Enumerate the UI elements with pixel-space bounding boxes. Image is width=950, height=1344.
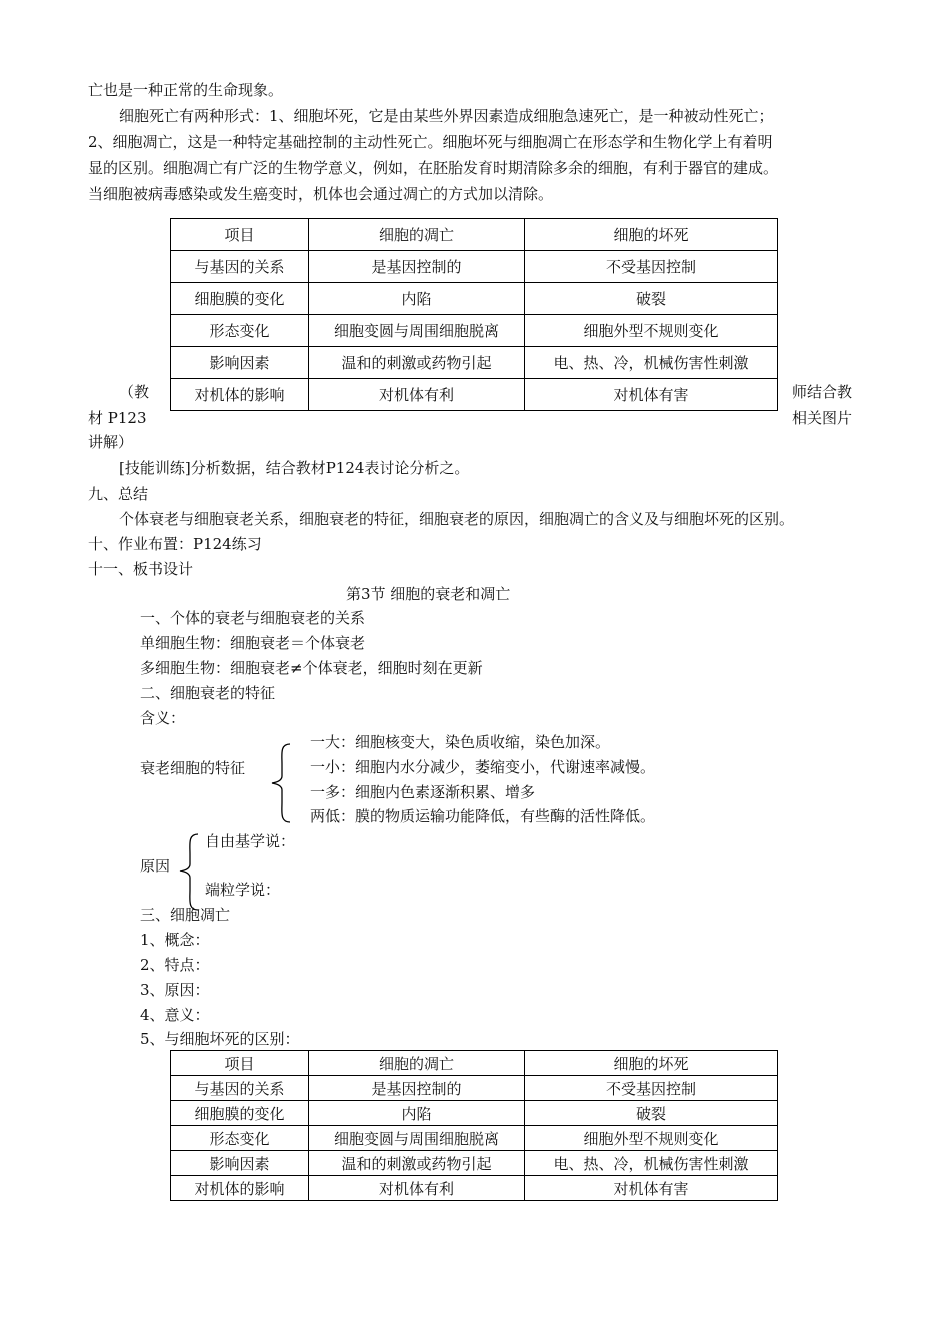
features-label: 衰老细胞的特征 — [140, 759, 246, 777]
table-cell: 温和的刺激或药物引起 — [309, 1151, 525, 1176]
table-cell: 细胞的坏死 — [525, 219, 778, 251]
table-cell: 影响因素 — [171, 347, 309, 379]
side-note-left-2: 材 P123 — [88, 409, 147, 427]
features-brace — [270, 742, 294, 824]
table-row — [171, 1126, 778, 1151]
table-cell: 电、热、冷，机械伤害性刺激 — [525, 1151, 778, 1176]
item-2: 2、特点： — [140, 956, 210, 974]
side-note-left-3: 讲解） — [88, 433, 134, 451]
table-row — [171, 1151, 778, 1176]
item-4: 4、意义： — [140, 1006, 210, 1024]
table-cell: 不受基因控制 — [525, 1076, 778, 1101]
table-cell: 细胞变圆与周围细胞脱离 — [309, 1126, 525, 1151]
item-1: 1、概念： — [140, 931, 210, 949]
section-9-heading: 九、总结 — [88, 485, 149, 503]
section-10: 十、作业布置：P124练习 — [88, 535, 262, 553]
table-cell: 对机体的影响 — [171, 379, 309, 411]
table-cell: 对机体有害 — [525, 1176, 778, 1201]
table-row — [171, 1101, 778, 1126]
board-multi-cell: 多细胞生物：细胞衰老≠个体衰老，细胞时刻在更新 — [140, 659, 483, 677]
board-title: 第3节 细胞的衰老和凋亡 — [346, 585, 511, 603]
table-cell: 温和的刺激或药物引起 — [309, 347, 525, 379]
table-cell: 细胞的凋亡 — [309, 1051, 525, 1076]
table-row — [171, 347, 778, 379]
table-cell: 与基因的关系 — [171, 1076, 309, 1101]
table-cell: 形态变化 — [171, 1126, 309, 1151]
table-row — [171, 251, 778, 283]
table-cell: 形态变化 — [171, 315, 309, 347]
side-note-left-1: （教 — [119, 383, 150, 401]
table-cell: 细胞的凋亡 — [309, 219, 525, 251]
board-heading-1: 一、个体的衰老与细胞衰老的关系 — [140, 609, 366, 627]
table-cell: 对机体有利 — [309, 379, 525, 411]
intro-line-3: 2、细胞凋亡，这是一种特定基础控制的主动性死亡。细胞坏死与细胞凋亡在形态学和生物化学上有着明 — [88, 133, 773, 151]
section-11: 十一、板书设计 — [88, 560, 194, 578]
table-cell: 与基因的关系 — [171, 251, 309, 283]
feature-4: 两低：膜的物质运输功能降低，有些酶的活性降低。 — [310, 807, 656, 825]
table-row — [171, 219, 778, 251]
table-cell: 是基因控制的 — [309, 251, 525, 283]
table-cell: 是基因控制的 — [309, 1076, 525, 1101]
table-cell: 细胞膜的变化 — [171, 1101, 309, 1126]
table-cell: 项目 — [171, 1051, 309, 1076]
table-row — [171, 1176, 778, 1201]
table-cell: 对机体有利 — [309, 1176, 525, 1201]
table-cell: 破裂 — [525, 283, 778, 315]
board-heading-3: 三、细胞凋亡 — [140, 906, 231, 924]
cause-2: 端粒学说： — [205, 881, 281, 899]
table-cell: 项目 — [171, 219, 309, 251]
table-cell: 细胞外型不规则变化 — [525, 315, 778, 347]
side-note-right-2: 相关图片 — [792, 409, 853, 427]
table-cell: 影响因素 — [171, 1151, 309, 1176]
board-single-cell: 单细胞生物：细胞衰老＝个体衰老 — [140, 634, 366, 652]
table-cell: 电、热、冷，机械伤害性刺激 — [525, 347, 778, 379]
item-5: 5、与细胞坏死的区别： — [140, 1030, 300, 1048]
table-cell: 对机体有害 — [525, 379, 778, 411]
table-cell: 细胞的坏死 — [525, 1051, 778, 1076]
intro-line-2: 细胞死亡有两种形式：1、细胞坏死，它是由某些外界因素造成细胞急速死亡，是一种被动性死亡； — [119, 107, 774, 125]
item-3: 3、原因： — [140, 981, 210, 999]
table-row — [171, 283, 778, 315]
table-cell: 细胞变圆与周围细胞脱离 — [309, 315, 525, 347]
comparison-table-2 — [170, 1050, 778, 1201]
side-note-right-1: 师结合教 — [792, 383, 853, 401]
table-cell: 内陷 — [309, 1101, 525, 1126]
intro-line-5: 当细胞被病毒感染或发生癌变时，机体也会通过凋亡的方式加以清除。 — [88, 185, 554, 203]
table-cell: 内陷 — [309, 283, 525, 315]
table-cell: 对机体的影响 — [171, 1176, 309, 1201]
table-cell: 细胞膜的变化 — [171, 283, 309, 315]
cause-label: 原因 — [140, 857, 171, 875]
table-row — [171, 379, 778, 411]
table-row — [171, 1076, 778, 1101]
table-row — [171, 315, 778, 347]
feature-3: 一多：细胞内色素逐渐积累、增多 — [310, 783, 536, 801]
feature-1: 一大：细胞核变大，染色质收缩，染色加深。 — [310, 733, 611, 751]
table-cell: 破裂 — [525, 1101, 778, 1126]
cause-brace — [178, 832, 202, 912]
cause-1: 自由基学说： — [205, 832, 296, 850]
board-heading-2: 二、细胞衰老的特征 — [140, 684, 276, 702]
table-cell: 细胞外型不规则变化 — [525, 1126, 778, 1151]
section-9-text: 个体衰老与细胞衰老关系，细胞衰老的特征，细胞衰老的原因，细胞凋亡的含义及与细胞坏死的区别。 — [119, 510, 795, 528]
table-cell: 不受基因控制 — [525, 251, 778, 283]
skill-training: [技能训练]分析数据，结合教材P124表讨论分析之。 — [119, 459, 470, 477]
comparison-table-1 — [170, 218, 778, 411]
feature-2: 一小：细胞内水分减少，萎缩变小，代谢速率减慢。 — [310, 758, 656, 776]
table-row — [171, 1051, 778, 1076]
intro-line-4: 显的区别。细胞凋亡有广泛的生物学意义，例如，在胚胎发育时期清除多余的细胞，有利于器官的建成。 — [88, 159, 779, 177]
intro-line-1: 亡也是一种正常的生命现象。 — [88, 81, 284, 99]
board-meaning: 含义： — [140, 709, 186, 727]
